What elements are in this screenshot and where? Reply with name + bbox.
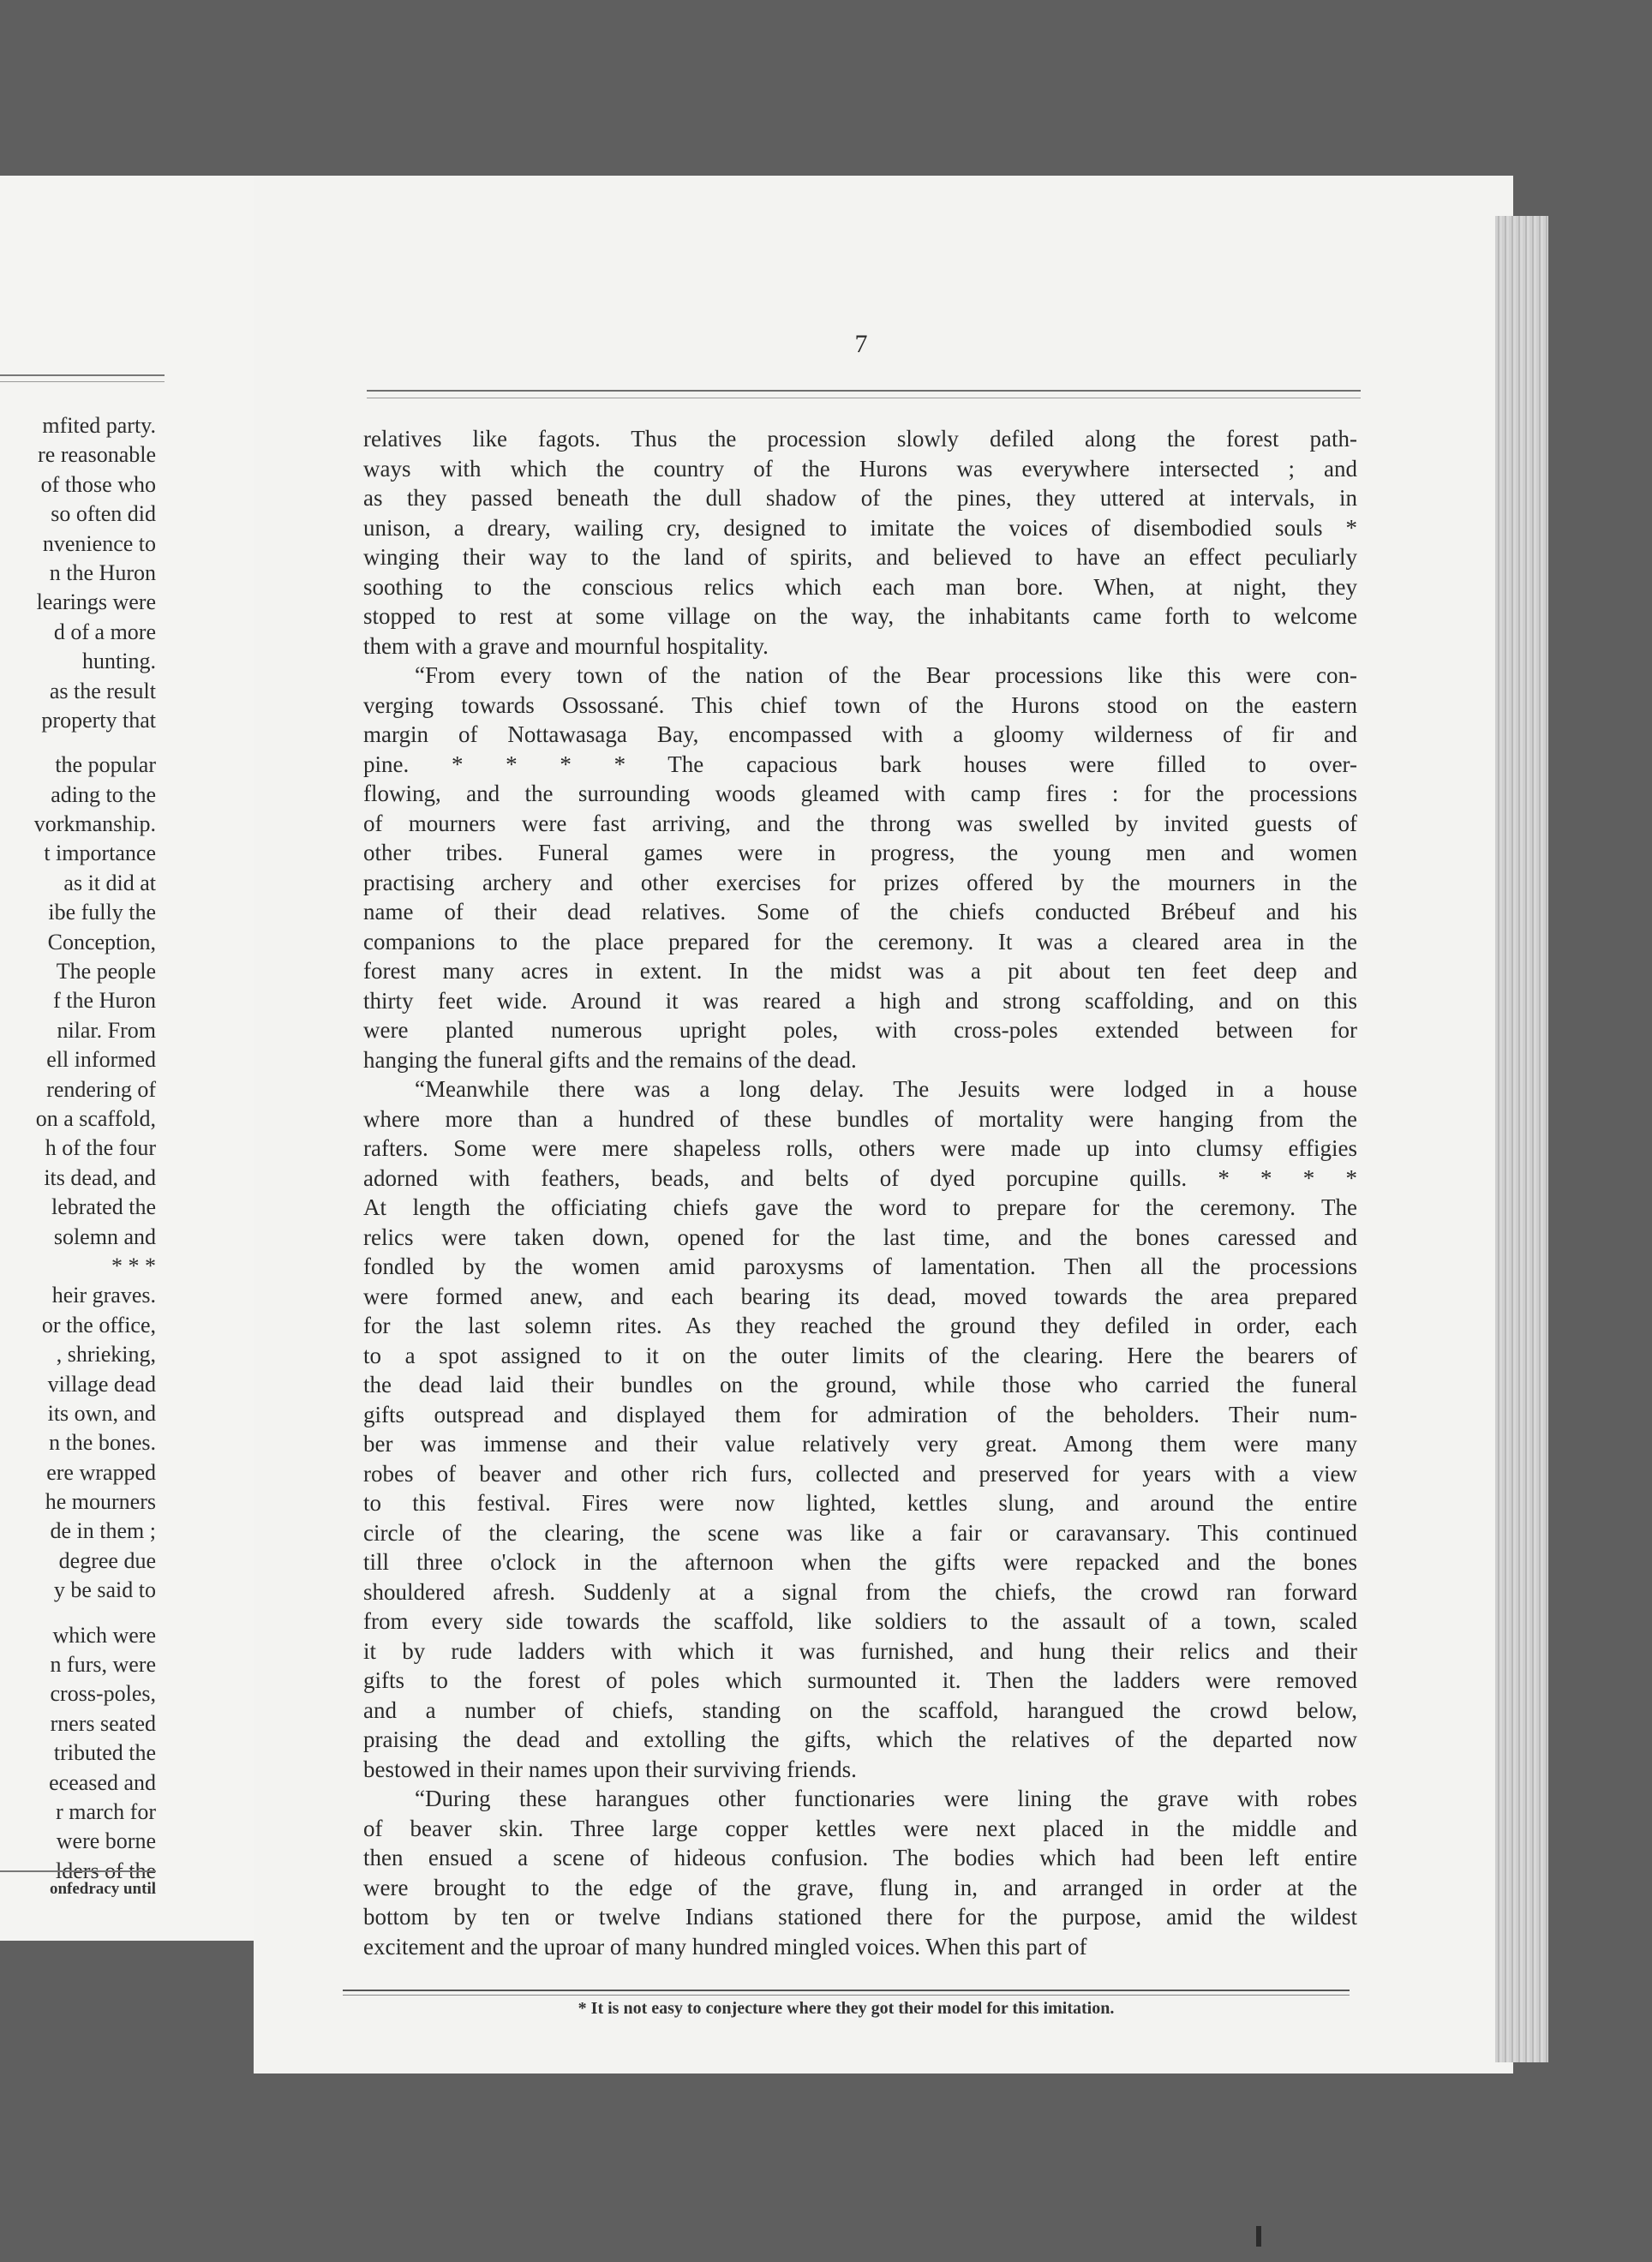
body-text-line: flowing, and the surrounding woods gleamed with camp fires : for the processions xyxy=(363,781,1357,806)
left-text-line: d of a more xyxy=(53,619,156,644)
body-text-line: name of their dead relatives. Some of the chiefs conducted Brébeuf and his xyxy=(363,899,1357,925)
page-number: 7 xyxy=(854,330,868,358)
left-footnote-rule xyxy=(0,1870,156,1872)
left-text-line: ell informed xyxy=(46,1047,156,1073)
left-text-line: ere wrapped xyxy=(46,1459,156,1485)
body-text-line: ber was immense and their value relatively very great. Among them were many xyxy=(363,1431,1357,1457)
body-text-line: bestowed in their names upon their surviving friends. xyxy=(363,1756,857,1782)
left-text-line: learings were xyxy=(36,589,156,615)
body-text-line: “From every town of the nation of the Bear processions like this were con- xyxy=(415,662,1357,688)
body-text-line: ways with which the country of the Hurons was everywhere intersected ; and xyxy=(363,455,1357,482)
left-text-line: which were xyxy=(52,1622,156,1648)
body-text-line: practising archery and other exercises for prizes offered by the mourners in the xyxy=(363,869,1357,895)
left-header-rule xyxy=(0,374,165,382)
left-text-line: cross-poles, xyxy=(50,1681,156,1707)
left-text-line: on a scaffold, xyxy=(35,1105,156,1131)
body-text-line: to a spot assigned to it on the outer limits of the clearing. Here the bearers of xyxy=(363,1342,1357,1368)
left-text-line: heir graves. xyxy=(51,1283,156,1308)
body-text-line: companions to the place prepared for the ceremony. It was a cleared area in the xyxy=(363,928,1357,954)
body-text-line: to this festival. Fires were now lighted, kettles slung, and around the entire xyxy=(363,1490,1357,1516)
left-text-line: , shrieking, xyxy=(56,1342,156,1367)
body-text-line: thirty feet wide. Around it was reared a high and strong scaffolding, and on this xyxy=(363,987,1357,1014)
left-text-line: so often did xyxy=(51,501,156,527)
line-gap xyxy=(0,1606,156,1621)
body-text-line: forest many acres in extent. In the midst was a pit about ten feet deep and xyxy=(363,958,1357,984)
body-text-line: other tribes. Funeral games were in progress, the young men and women xyxy=(363,840,1357,865)
body-text-line: soothing to the conscious relics which each man bore. When, at night, they xyxy=(363,573,1357,600)
body-text-line: pine. * * * * The capacious bark houses were filled to over- xyxy=(363,751,1357,777)
left-text-line: solemn and xyxy=(53,1224,156,1249)
body-text-line: gifts to the forest of poles which surmounted it. Then the ladders were removed xyxy=(363,1667,1357,1693)
left-text-line: as the result xyxy=(49,678,156,703)
left-text-line: hunting. xyxy=(82,649,156,674)
left-text-line: mfited party. xyxy=(42,413,156,438)
body-text-line: gifts outspread and displayed them for admiration of the beholders. Their num- xyxy=(363,1401,1357,1427)
left-text-line: were borne xyxy=(56,1828,156,1854)
left-text-line: The people xyxy=(56,959,156,984)
footnote-rule xyxy=(343,1990,1350,1996)
page-edge-stack xyxy=(1495,216,1548,2062)
body-text-line: were formed anew, and each bearing its dead, moved towards the area prepared xyxy=(363,1283,1357,1309)
left-text-line: lders of the xyxy=(56,1858,156,1883)
left-text-line: as it did at xyxy=(63,870,156,895)
body-text-line: till three o'clock in the afternoon when the gifts were repacked and the bones xyxy=(363,1549,1357,1575)
body-text-line: hanging the funeral gifts and the remains of the dead. xyxy=(363,1046,857,1073)
line-gap xyxy=(0,735,156,751)
left-text-line: eceased and xyxy=(49,1769,156,1795)
body-text xyxy=(363,424,1357,1961)
body-text-line: bottom by ten or twelve Indians stationed there for the purpose, amid the wildest xyxy=(363,1904,1357,1930)
body-text-line: margin of Nottawasaga Bay, encompassed with a gloomy wilderness of fir and xyxy=(363,721,1357,747)
body-text-line: excitement and the uproar of many hundred mingled voices. When this part of xyxy=(363,1933,1087,1960)
left-text-line: t importance xyxy=(44,841,156,866)
left-text-line: of those who xyxy=(40,471,156,497)
left-text-line: n the bones. xyxy=(49,1430,156,1456)
body-text-line: for the last solemn rites. As they reached the ground they defiled in order, each xyxy=(363,1313,1357,1338)
body-text-line: unison, a dreary, wailing cry, designed to imitate the voices of disembodied souls * xyxy=(363,514,1357,541)
left-text-line: y be said to xyxy=(53,1577,156,1603)
left-text-line: ibe fully the xyxy=(48,900,156,925)
body-text-line: robes of beaver and other rich furs, collected and preserved for years with a view xyxy=(363,1460,1357,1487)
body-text-line: shouldered afresh. Suddenly at a signal from the chiefs, the crowd ran forward xyxy=(363,1578,1357,1605)
left-text-line: f the Huron xyxy=(53,988,156,1014)
body-text-line: the dead laid their bundles on the ground, while those who carried the funeral xyxy=(363,1372,1357,1397)
body-text-line: fondled by the women amid paroxysms of lamentation. Then all the processions xyxy=(363,1254,1357,1279)
body-text-line: were planted numerous upright poles, with cross-poles extended between for xyxy=(363,1017,1357,1043)
body-text-line: adorned with feathers, beads, and belts of dyed porcupine quills. * * * * xyxy=(363,1164,1357,1191)
footnote: * It is not easy to conjecture where they got their model for this imitation. xyxy=(578,1999,1115,2018)
left-text-line: its dead, and xyxy=(44,1164,156,1190)
body-text-line: of mourners were fast arriving, and the throng was swelled by invited guests of xyxy=(363,810,1357,836)
body-text-line: relics were taken down, opened for the last time, and the bones caressed and xyxy=(363,1224,1357,1250)
left-text-line: re reasonable xyxy=(38,442,156,468)
body-text-line: praising the dead and extolling the gifts, which the relatives of the departed now xyxy=(363,1726,1357,1752)
body-text-line: them with a grave and mournful hospitality. xyxy=(363,632,769,659)
left-text-line: ading to the xyxy=(51,781,156,807)
left-text-line: * * * xyxy=(111,1253,156,1278)
body-text-line: as they passed beneath the dull shadow of the pines, they uttered at intervals, in xyxy=(363,485,1357,511)
left-text-line: rendering of xyxy=(46,1076,156,1102)
left-text-line: n furs, were xyxy=(50,1652,156,1678)
body-text-line: At length the officiating chiefs gave the word to prepare for the ceremony. The xyxy=(363,1194,1357,1220)
left-text-line: the popular xyxy=(55,752,156,778)
body-text-line: were brought to the edge of the grave, flung in, and arranged in order at the xyxy=(363,1874,1357,1900)
left-text-line: tributed the xyxy=(53,1740,156,1766)
page-mark xyxy=(1256,2226,1261,2247)
body-text-line: circle of the clearing, the scene was like a fair or caravansary. This continued xyxy=(363,1519,1357,1546)
body-text-line: relatives like fagots. Thus the procession slowly defiled along the forest path- xyxy=(363,426,1357,452)
left-text-line: property that xyxy=(41,707,156,733)
body-text-line: of beaver skin. Three large copper kettles were next placed in the middle and xyxy=(363,1815,1357,1841)
left-text-line: nvenience to xyxy=(42,530,156,556)
body-text-line: stopped to rest at some village on the way, the inhabitants came forth to welcome xyxy=(363,603,1357,629)
left-text-line: r march for xyxy=(56,1798,156,1824)
body-text-line: verging towards Ossossané. This chief town of the Hurons stood on the eastern xyxy=(363,691,1357,718)
left-text-line: n the Huron xyxy=(49,560,156,585)
left-text-line: de in them ; xyxy=(50,1518,156,1544)
left-text-line: village dead xyxy=(47,1371,156,1397)
body-text-line: then ensued a scene of hideous confusion. The bodies which had been left entire xyxy=(363,1845,1357,1870)
left-text-line: degree due xyxy=(58,1547,156,1573)
header-rule xyxy=(367,390,1361,398)
body-text-line: “During these harangues other functionaries were lining the grave with robes xyxy=(415,1786,1357,1811)
left-text-line: vorkmanship. xyxy=(33,811,156,837)
left-text-line: nilar. From xyxy=(57,1017,156,1043)
left-text-line: lebrated the xyxy=(51,1194,156,1220)
left-text-line: Conception, xyxy=(47,929,156,954)
left-text-line: or the office, xyxy=(41,1312,156,1337)
body-text-line: and a number of chiefs, standing on the scaffold, harangued the crowd below, xyxy=(363,1696,1357,1723)
body-text-line: winging their way to the land of spirits, and believed to have an effect peculiarly xyxy=(363,544,1357,570)
body-text-line: where more than a hundred of these bundles of mortality were hanging from the xyxy=(363,1105,1357,1132)
body-text-line: “Meanwhile there was a long delay. The Jesuits were lodged in a house xyxy=(415,1076,1357,1102)
left-text-line: its own, and xyxy=(47,1400,156,1426)
body-text-line: rafters. Some were mere shapeless rolls, others were made up into clumsy effigies xyxy=(363,1135,1357,1161)
left-text-line: h of the four xyxy=(45,1135,156,1161)
body-text-line: from every side towards the scaffold, like soldiers to the assault of a town, scaled xyxy=(363,1608,1357,1634)
left-text-line: rners seated xyxy=(50,1710,156,1736)
left-text-line: he mourners xyxy=(45,1489,156,1515)
body-text-line: it by rude ladders with which it was furnished, and hung their relics and their xyxy=(363,1637,1357,1664)
left-footnote: onfedracy until xyxy=(49,1880,156,1898)
left-page-text xyxy=(0,411,156,1886)
